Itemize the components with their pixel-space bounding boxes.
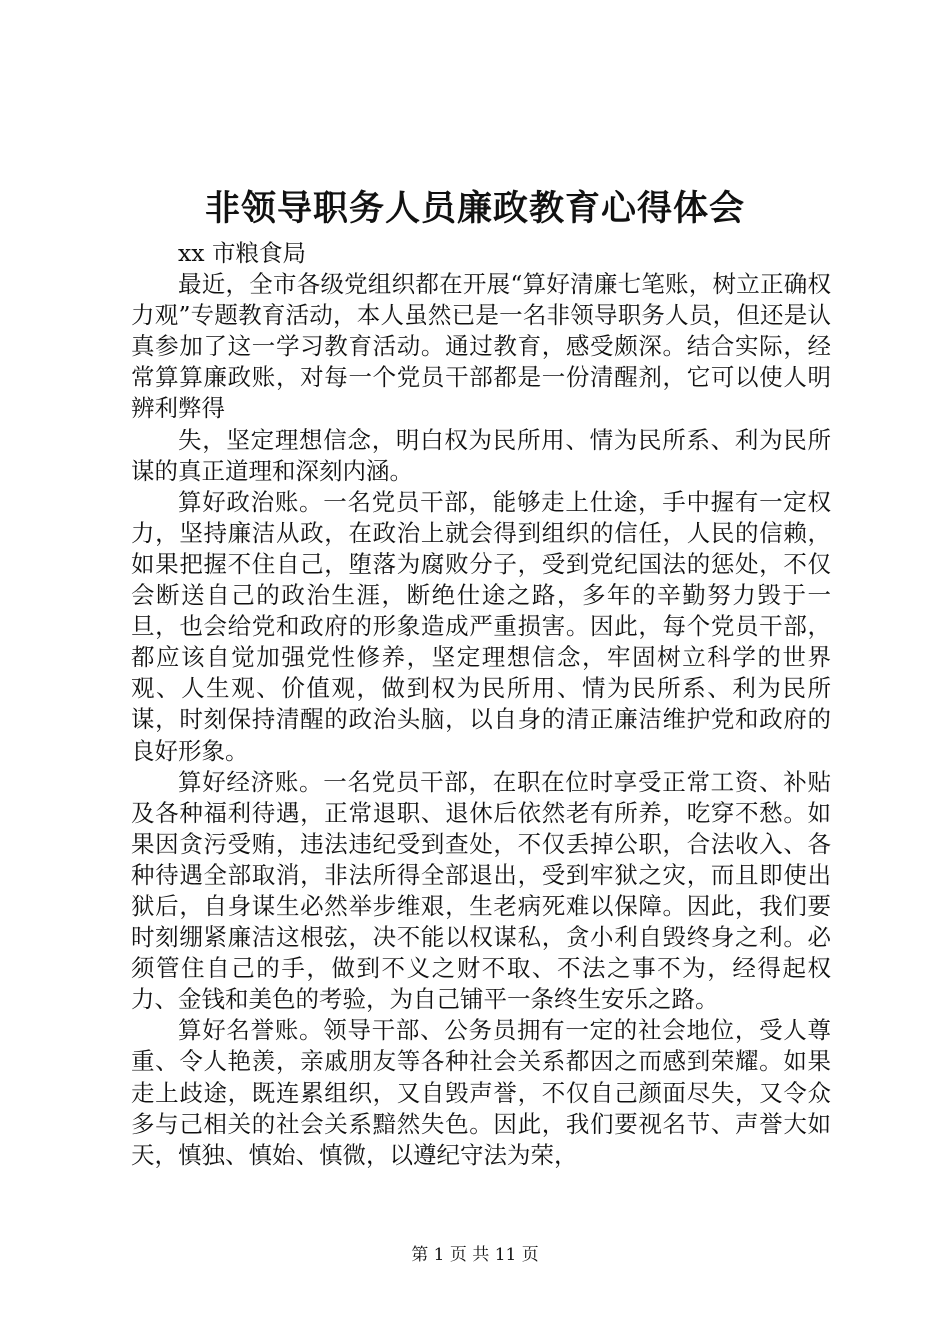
document-body bbox=[131, 238, 831, 1171]
paragraph-3: 算好政治账。一名党员干部，能够走上仕途，手中握有一定权力，坚持廉洁从政，在政治上就会得到组织的信任，人民的信赖，如果把握不住自己，堕落为腐败分子，受到党纪国法的惩处，不仅会断送自己的政治生涯，断绝仕途之路，多年的辛勤努力毁于一旦，也会给党和政府的形象造成严重损害。因此，每个党员干部，都应该自觉加强党性修养，坚定理想信念，牢固树立科学的世界观、人生观、价值观，做到权为民所用、情为民所系、利为民所谋，时刻保持清醒的政治头脑，以自身的清正廉洁维护党和政府的良好形象。 bbox=[131, 487, 831, 765]
author-line: xx 市粮食局 bbox=[178, 239, 306, 267]
paragraph-5: 算好名誉账。领导干部、公务员拥有一定的社会地位，受人尊重、令人艳羡，亲戚朋友等各种社会关系都因之而感到荣耀。如果走上歧途，既连累组织，又自毁声誉，不仅自己颜面尽失，又令众多与己相关的社会关系黯然失色。因此，我们要视名节、声誉大如天，慎独、慎始、慎微，以遵纪守法为荣， bbox=[131, 1016, 831, 1169]
page-number-footer: 第 1 页 共 11 页 bbox=[411, 1245, 539, 1265]
paragraph-4: 算好经济账。一名党员干部，在职在位时享受正常工资、补贴及各种福利待遇，正常退职、退休后依然老有所养，吃穿不愁。如果因贪污受贿，违法违纪受到查处，不仅丢掉公职，合法收入、各种待遇全部取消，非法所得全部退出，受到牢狱之灾，而且即使出狱后，自身谋生必然举步维艰，生老病死难以保障。因此，我们要时刻绷紧廉洁这根弦，决不能以权谋私，贪小利自毁终身之利。必须管住自己的手，做到不义之财不取、不法之事不为，经得起权力、金钱和美色的考验，为自己铺平一条终生安乐之路。 bbox=[131, 767, 831, 1014]
document-title: 非领导职务人员廉政教育心得体会 bbox=[204, 188, 745, 229]
paragraph-2: 失，坚定理想信念，明白权为民所用、情为民所系、利为民所谋的真正道理和深刻内涵。 bbox=[131, 425, 831, 485]
paragraph-1: 最近，全市各级党组织都在开展“算好清廉七笔账，树立正确权力观”专题教育活动，本人虽然已是一名非领导职务人员，但还是认真参加了这一学习教育活动。通过教育，感受颇深。结合实际，经常算算廉政账，对每一个党员干部都是一份清醒剂，它可以使人明辨利弊得 bbox=[131, 270, 831, 423]
